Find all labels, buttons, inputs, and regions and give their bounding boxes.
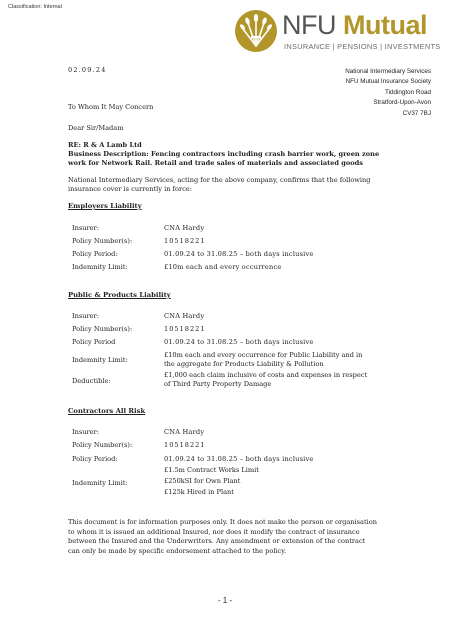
indemnity-limit-label: Indemnity Limit: — [72, 263, 128, 271]
policy-period-label: Policy Period: — [72, 455, 118, 463]
section-title-public: Public & Products Liability — [68, 291, 171, 299]
disclaimer-line: can only be made by specific endorsement attached to the policy. — [68, 546, 287, 555]
insurer-value: CNA Hardy — [164, 428, 205, 436]
intro-line: insurance cover is currently in force: — [68, 185, 192, 193]
address-line: NFU Mutual Insurance Society — [345, 78, 431, 86]
re-line: RE: R & A Lamb Ltd — [68, 141, 142, 149]
salutation: Dear Sir/Madam — [68, 124, 124, 132]
indemnity-limit-line: £125k Hired in Plant — [164, 488, 234, 496]
business-description-line: Business Description: Fencing contractors including crash barrier work, green zone — [68, 150, 380, 158]
policy-number-value: 10518221 — [164, 441, 206, 449]
page-number: - 1 - — [217, 596, 233, 605]
policy-number-label: Policy Number(s): — [72, 325, 133, 333]
wheat-sheaf-icon — [234, 8, 278, 54]
policy-number-value: 10518221 — [164, 325, 206, 333]
nfu-mutual-logo — [234, 8, 444, 54]
brand-tagline: INSURANCE | PENSIONS | INVESTMENTS — [284, 42, 441, 51]
address-line: Tiddington Road — [385, 88, 431, 96]
insurer-label: Insurer: — [72, 224, 99, 232]
deductible-line: of Third Party Property Damage — [164, 380, 272, 388]
insurer-value: CNA Hardy — [164, 224, 205, 232]
policy-number-value: 10518221 — [164, 237, 206, 245]
indemnity-limit-line: £1.5m Contract Works Limit — [164, 466, 259, 474]
disclaimer-line: This document is for information purposes only. It does not make the person or organisation — [68, 518, 377, 526]
indemnity-limit-label: Indemnity Limit: — [72, 356, 128, 364]
address-line: National Intermediary Services — [345, 68, 431, 75]
sender-address — [251, 67, 431, 119]
deductible-line: £1,000 each claim inclusive of costs and expenses in respect — [164, 371, 368, 379]
policy-period-value: 01.09.24 to 31.08.25 – both days inclusive — [164, 455, 314, 463]
classification-label: Classification: Internal — [8, 4, 62, 10]
section-title-contractors: Contractors All Risk — [68, 407, 146, 415]
policy-period-value: 01.09.24 to 31.08.25 – both days inclusive — [164, 338, 314, 346]
indemnity-limit-value: £10m each and every occurrence — [164, 263, 282, 271]
indemnity-limit-label: Indemnity Limit: — [72, 479, 128, 487]
insurer-label: Insurer: — [72, 428, 99, 436]
address-line: CV37 7BJ — [402, 109, 431, 117]
insurer-value: CNA Hardy — [164, 312, 205, 320]
disclaimer-line: between the Insured and the Underwriters. Any amendment or extension of the contract — [68, 537, 366, 546]
letter-date: 02.09.24 — [68, 66, 107, 74]
disclaimer — [68, 518, 388, 556]
policy-period-label: Policy Period — [72, 338, 116, 346]
policy-period-label: Policy Period: — [72, 250, 118, 258]
indemnity-limit-line: £250kSI for Own Plant — [164, 477, 241, 485]
indemnity-limit-line: £10m each and every occurrence for Public Liability and in — [164, 351, 363, 359]
brand-name: NFU Mutual — [282, 10, 427, 40]
policy-period-value: 01.09.24 to 31.08.25 – both days inclusive — [164, 250, 314, 258]
business-description-line: work for Network Rail. Retail and trade sales of materials and associated goods — [68, 159, 363, 167]
deductible-label: Deductible: — [72, 377, 111, 385]
address-line: Stratford-Upon-Avon — [373, 99, 431, 107]
policy-number-label: Policy Number(s): — [72, 441, 133, 449]
section-title-employers: Employers Liability — [68, 202, 142, 210]
policy-number-label: Policy Number(s): — [72, 237, 133, 245]
insurer-label: Insurer: — [72, 312, 99, 320]
disclaimer-line: to whom it is issued an additional Insured, nor does it modify the contract of insurance — [68, 527, 360, 536]
indemnity-limit-line: the aggregate for Products Liability & Pollution — [164, 360, 324, 368]
intro-line: National Intermediary Services, acting for the above company, confirms that the following — [68, 176, 371, 184]
recipient-line: To Whom It May Concern — [68, 103, 154, 111]
